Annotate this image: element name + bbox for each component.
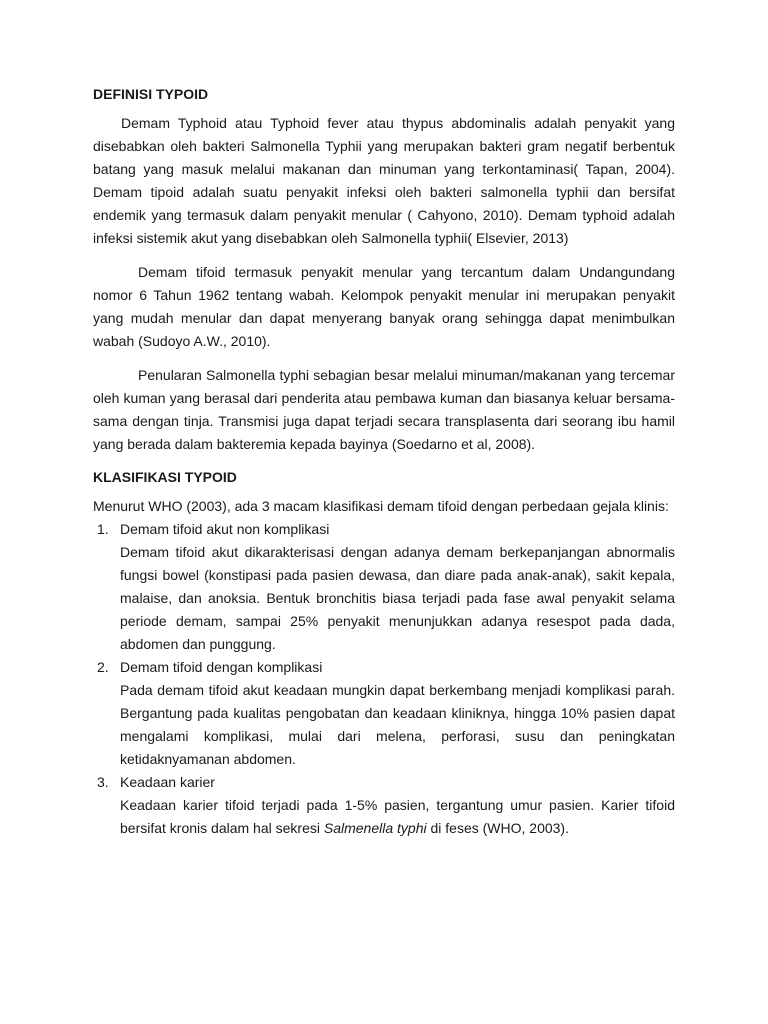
paragraph-law: Demam tifoid termasuk penyakit menular yang tercantum dalam Undangundang nomor 6 Tahun 1962 tentang wabah. Kelompok penyakit menular ini merupakan penyakit yang mudah menular dan dapat menyerang banyak orang sehingga dapat menimbulkan wabah (Sudoyo A.W., 2010). bbox=[93, 264, 675, 349]
list-item-body-text-end: di feses (WHO, 2003). bbox=[426, 820, 569, 836]
list-item-title: Demam tifoid dengan komplikasi bbox=[120, 659, 323, 675]
list-item-number: 2. bbox=[97, 659, 109, 675]
list-item-body bbox=[120, 794, 675, 840]
list-item-body-text: Keadaan karier tifoid terjadi pada 1-5% pasien, tergantung umur pasien. Karier tifoid bersifat kronis dalam hal sekresi bbox=[120, 797, 675, 836]
list-item-body: Demam tifoid akut dikarakterisasi dengan adanya demam berkepanjangan abnormalis fungsi bowel (konstipasi pada pasien dewasa, dan diare pada anak-anak), sakit kepala, malaise, dan anoksia. Bentuk bronchitis biasa terjadi pada fase awal penyakit selama periode demam, sampai 25% penyakit menunjukkan adanya resespot pada dada, abdomen dan punggung. bbox=[120, 544, 675, 652]
list-item-title: Keadaan karier bbox=[120, 774, 215, 790]
list-item-title: Demam tifoid akut non komplikasi bbox=[120, 521, 330, 537]
paragraph-transmission: Penularan Salmonella typhi sebagian besar melalui minuman/makanan yang tercemar oleh kuman yang berasal dari penderita atau pembawa kuman dan biasanya keluar bersama-sama dengan tinja. Transmisi juga dapat terjadi secara transplasenta dari seorang ibu hamil yang berada dalam bakteremia kepada bayinya (Soedarno et al, 2008). bbox=[93, 367, 675, 452]
list-item-body-species: Salmenella typhi bbox=[323, 820, 427, 836]
list-item bbox=[93, 656, 675, 771]
list-item bbox=[93, 518, 675, 656]
paragraph-definition: Demam Typhoid atau Typhoid fever atau thypus abdominalis adalah penyakit yang disebabkan oleh bakteri Salmonella Typhii yang merupakan bakteri gram negatif berbentuk batang yang masuk melalui makanan dan minuman yang terkontaminasi( Tapan, 2004). Demam tipoid adalah suatu penyakit infeksi oleh bakteri salmonella typhii dan bersifat endemik yang termasuk dalam penyakit menular ( Cahyono, 2010). Demam typhoid adalah infeksi sistemik akut yang disebabkan oleh Salmonella typhii( Elsevier, 2013) bbox=[93, 115, 675, 246]
list-item-body: Pada demam tifoid akut keadaan mungkin dapat berkembang menjadi komplikasi parah. Bergantung pada kualitas pengobatan dan keadaan kliniknya, hingga 10% pasien dapat mengalami komplikasi, mulai dari melena, perforasi, susu dan peningkatan ketidaknyamanan abdomen. bbox=[120, 682, 675, 767]
section-heading-klasifikasi: KLASIFIKASI TYPOID bbox=[93, 469, 237, 485]
list-item bbox=[93, 771, 675, 840]
document-page bbox=[93, 84, 675, 840]
list-item-number: 1. bbox=[97, 521, 109, 537]
section-heading-definisi: DEFINISI TYPOID bbox=[93, 86, 209, 102]
paragraph-classification-intro: Menurut WHO (2003), ada 3 macam klasifikasi demam tifoid dengan perbedaan gejala klinis: bbox=[93, 498, 669, 514]
list-item-number: 3. bbox=[97, 774, 109, 790]
classification-list bbox=[93, 518, 675, 840]
